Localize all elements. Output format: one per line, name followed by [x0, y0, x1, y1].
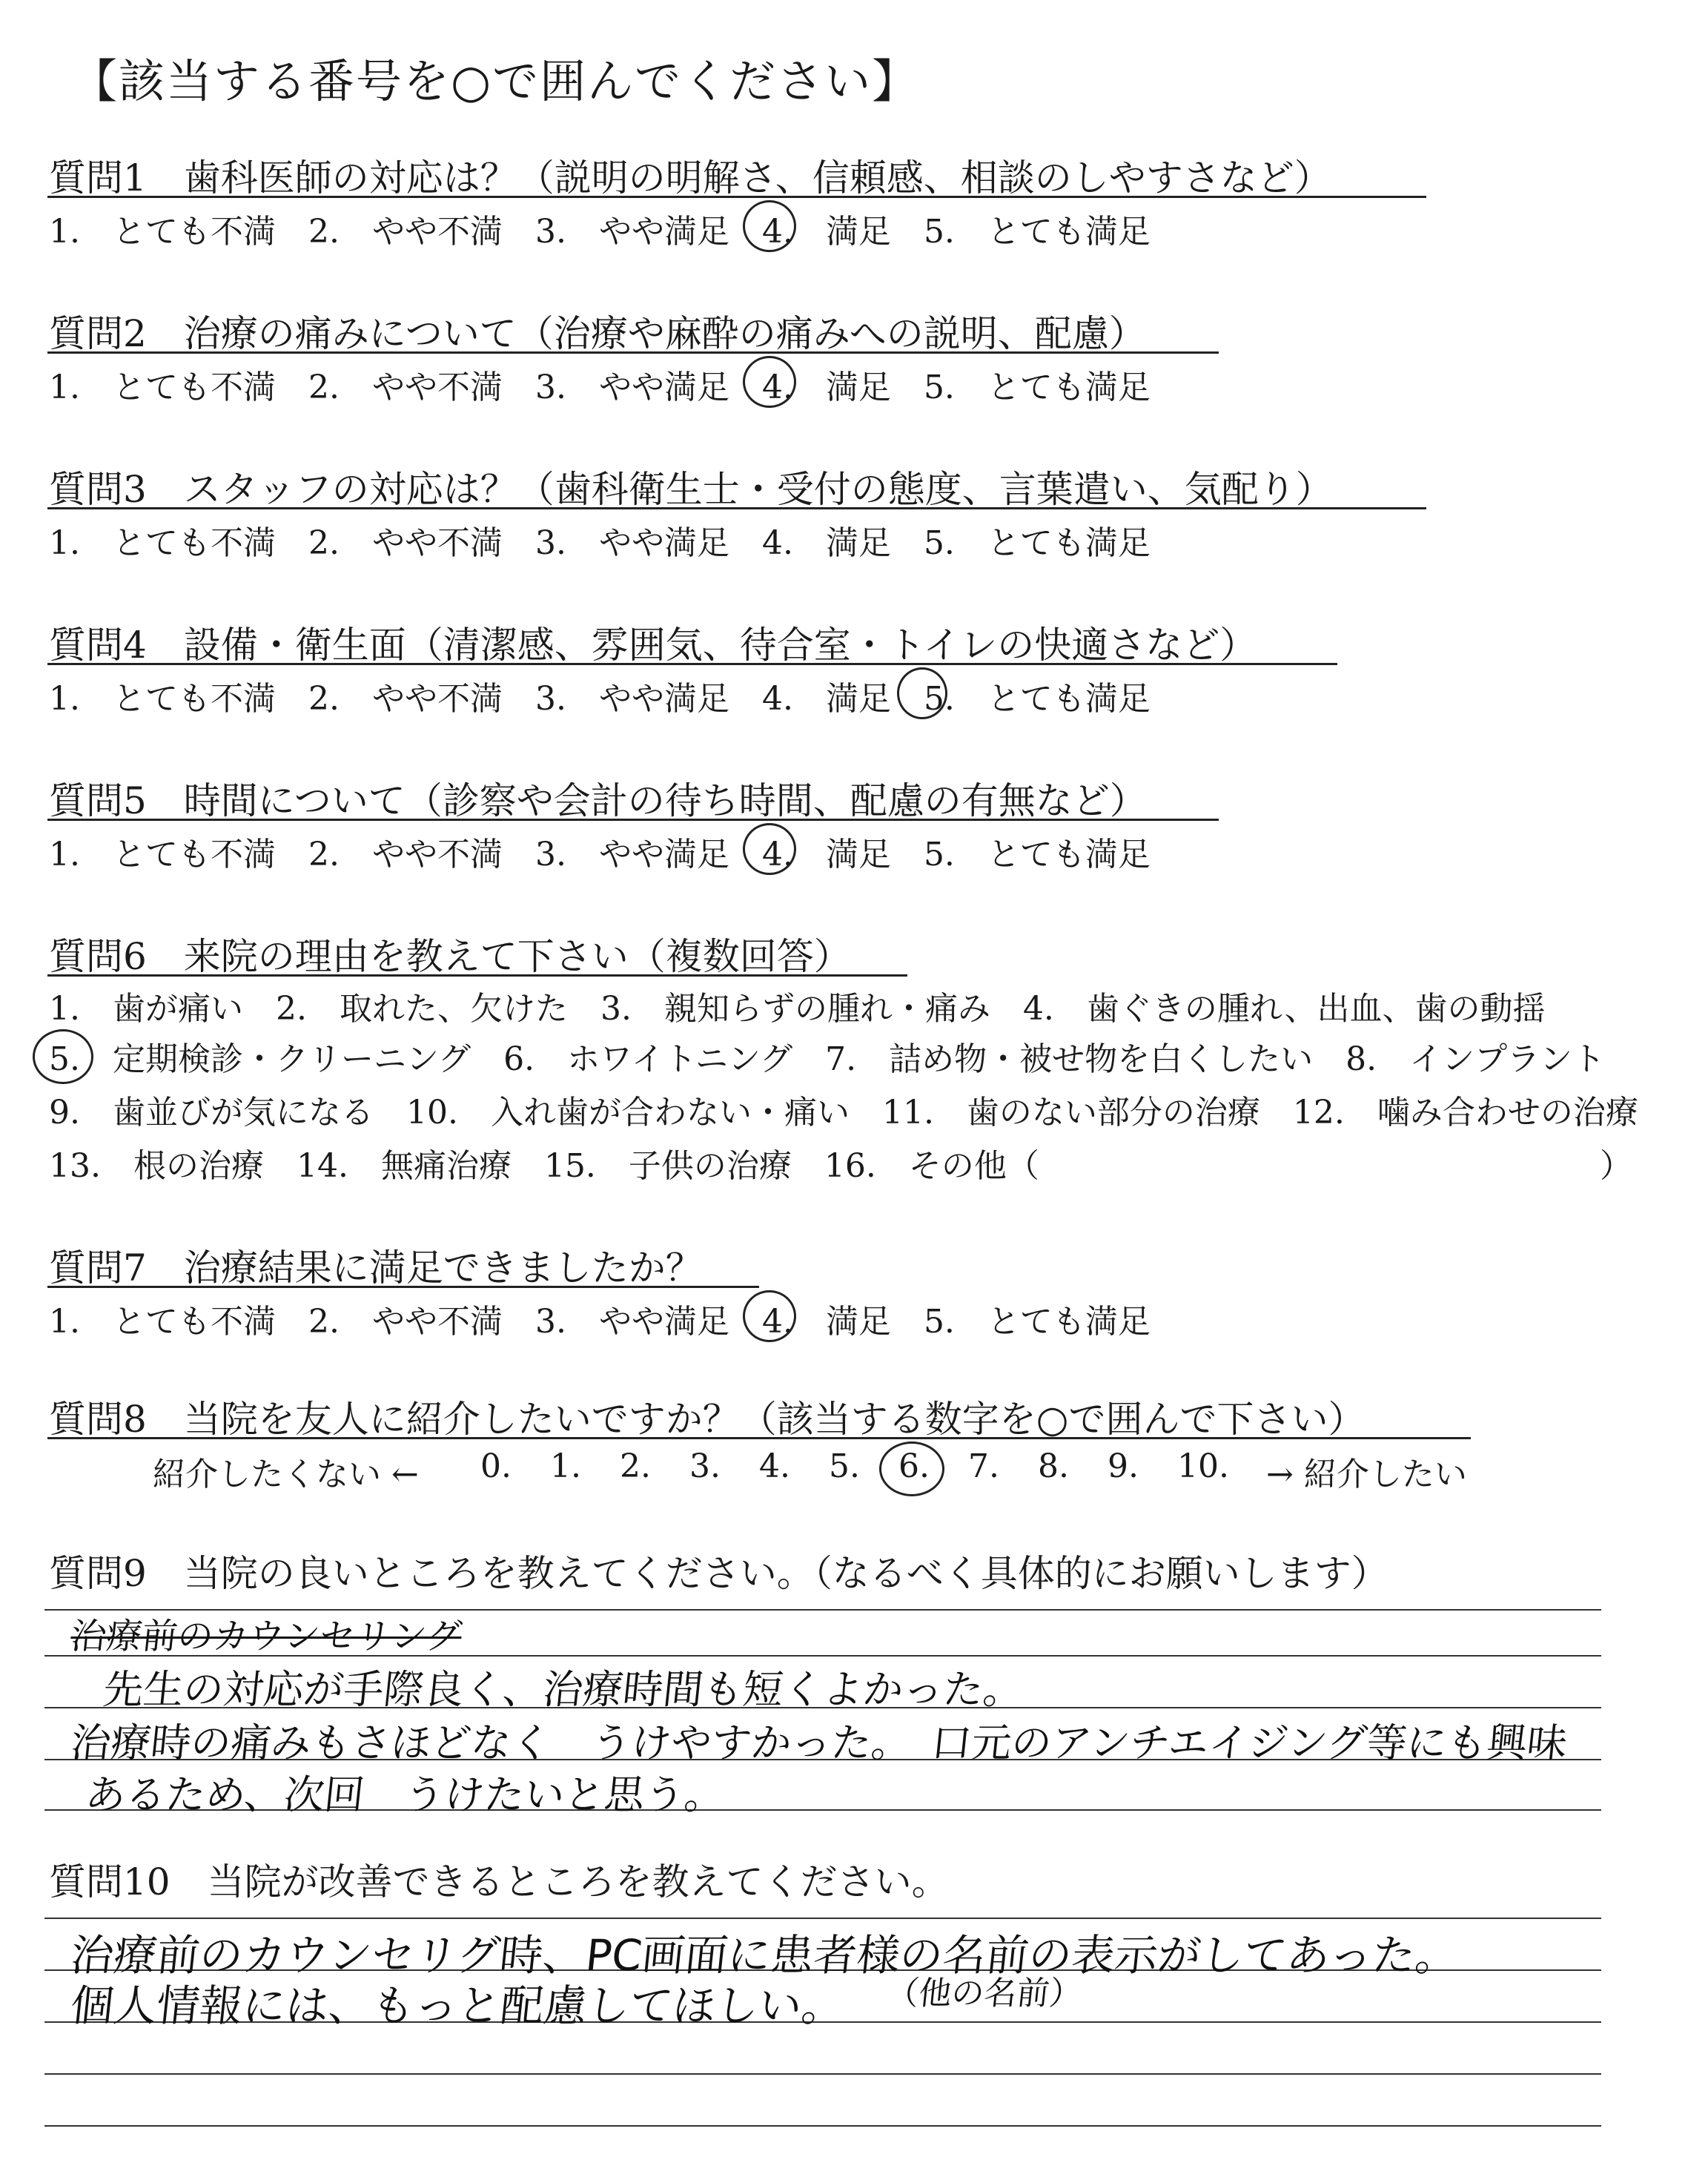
scale-2: 2.	[620, 1447, 651, 1485]
question-3-underline	[47, 507, 1426, 509]
question-6-line-3: 9. 歯並びが気になる 10. 入れ歯が合わない・痛い 11. 歯のない部分の治療 12. 噛み合わせの治療	[49, 1094, 1638, 1132]
answer-circle	[743, 356, 796, 408]
scale-6: 6.	[898, 1447, 930, 1485]
answer-circle	[879, 1441, 944, 1496]
scale-5: 5.	[829, 1447, 860, 1485]
question-2-underline	[47, 351, 1219, 354]
question-7-title: 質問7 治療結果に満足できましたか？	[49, 1246, 703, 1289]
scale-3: 3.	[689, 1447, 721, 1485]
scale-7: 7.	[968, 1447, 999, 1485]
question-8-scale-left: 紹介したくない ←	[153, 1456, 419, 1493]
question-8-scale-right: → 紹介したい	[1266, 1456, 1467, 1493]
question-4-underline	[47, 663, 1337, 665]
handwritten-strikethrough: 治療前のカウンセリング	[68, 1616, 464, 1657]
question-2-options: 1. とても不満 2. やや不満 3. やや満足 4. 満足 5. とても満足	[49, 369, 1151, 406]
handwritten-answer: 治療時の痛みもさほどなく うけやすかった。 口元のアンチエイジング等にも興味	[68, 1720, 1570, 1766]
question-7-options: 1. とても不満 2. やや不満 3. やや満足 4. 満足 5. とても満足	[49, 1303, 1151, 1341]
scale-10: 10.	[1177, 1447, 1229, 1485]
question-6-line-2: 5. 定期検診・クリーニング 6. ホワイトニング 7. 詰め物・被せ物を白くしたい 8. インプラント	[49, 1040, 1606, 1078]
page-title: 【該当する番号を○で囲んでください】	[71, 54, 920, 108]
scale-9: 9.	[1108, 1447, 1139, 1485]
handwritten-answer: 治療前のカウンセリグ時、PC画面に患者様の名前の表示がしてあった。	[67, 1930, 1461, 1981]
question-10-title: 質問10 当院が改善できるところを教えてください。	[49, 1860, 949, 1903]
answer-circle	[743, 1290, 796, 1342]
question-6-line-1: 1. 歯が痛い 2. 取れた、欠けた 3. 親知らずの腫れ・痛み 4. 歯ぐきの腫れ、出血、歯の動揺	[49, 990, 1546, 1028]
question-8-underline	[47, 1437, 1471, 1439]
scale-4: 4.	[759, 1447, 790, 1485]
question-6-line-4: 13. 根の治療 14. 無痛治療 15. 子供の治療 16. その他（	[49, 1147, 1039, 1185]
question-4-title: 質問4 設備・衛生面（清潔感、雰囲気、待合室・トイレの快適さなど）	[49, 624, 1257, 667]
question-5-options: 1. とても不満 2. やや不満 3. やや満足 4. 満足 5. とても満足	[49, 836, 1151, 873]
handwritten-answer: あるため、次回 うけたいと思う。	[83, 1771, 727, 1818]
question-9-title: 質問9 当院の良いところを教えてください。（なるべく具体的にお願いします）	[49, 1552, 1388, 1595]
answer-line	[44, 2073, 1601, 2075]
question-8-title: 質問8 当院を友人に紹介したいですか？（該当する数字を○で囲んで下さい）	[49, 1398, 1366, 1441]
question-6-underline	[47, 974, 907, 977]
answer-circle	[33, 1029, 93, 1084]
handwritten-answer: 先生の対応が手際良く、治療時間も短くよかった。	[101, 1666, 1026, 1713]
handwritten-answer: 個人情報には、もっと配慮してほしい。	[67, 1981, 848, 2031]
question-5-underline	[47, 819, 1219, 821]
answer-circle	[743, 200, 796, 252]
scale-1: 1.	[550, 1447, 581, 1485]
question-1-title: 質問1 歯科医師の対応は？（説明の明解さ、信頼感、相談のしやすさなど）	[49, 156, 1331, 199]
answer-line	[44, 2125, 1601, 2127]
question-1-underline	[47, 196, 1426, 198]
question-7-underline	[47, 1286, 759, 1288]
question-3-options: 1. とても不満 2. やや不満 3. やや満足 4. 満足 5. とても満足	[49, 524, 1151, 562]
answer-circle	[897, 667, 947, 719]
answer-circle	[743, 823, 796, 875]
question-2-title: 質問2 治療の痛みについて（治療や麻酔の痛みへの説明、配慮）	[49, 312, 1146, 355]
question-1-options: 1. とても不満 2. やや不満 3. やや満足 4. 満足 5. とても満足	[49, 213, 1151, 251]
scale-8: 8.	[1038, 1447, 1069, 1485]
question-4-options: 1. とても不満 2. やや不満 3. やや満足 4. 満足 5. とても満足	[49, 680, 1151, 718]
handwritten-note: （他の名前）	[884, 1975, 1085, 2012]
answer-line	[44, 1918, 1601, 1919]
scale-0: 0.	[480, 1447, 512, 1485]
question-3-title: 質問3 スタッフの対応は？（歯科衛生士・受付の態度、言葉遣い、気配り）	[49, 468, 1333, 511]
question-5-title: 質問5 時間について（診察や会計の待ち時間、配慮の有無など）	[49, 779, 1147, 822]
question-6-other-close: ）	[1600, 1147, 1632, 1185]
question-6-title: 質問6 来院の理由を教えて下さい（複数回答）	[49, 935, 851, 978]
